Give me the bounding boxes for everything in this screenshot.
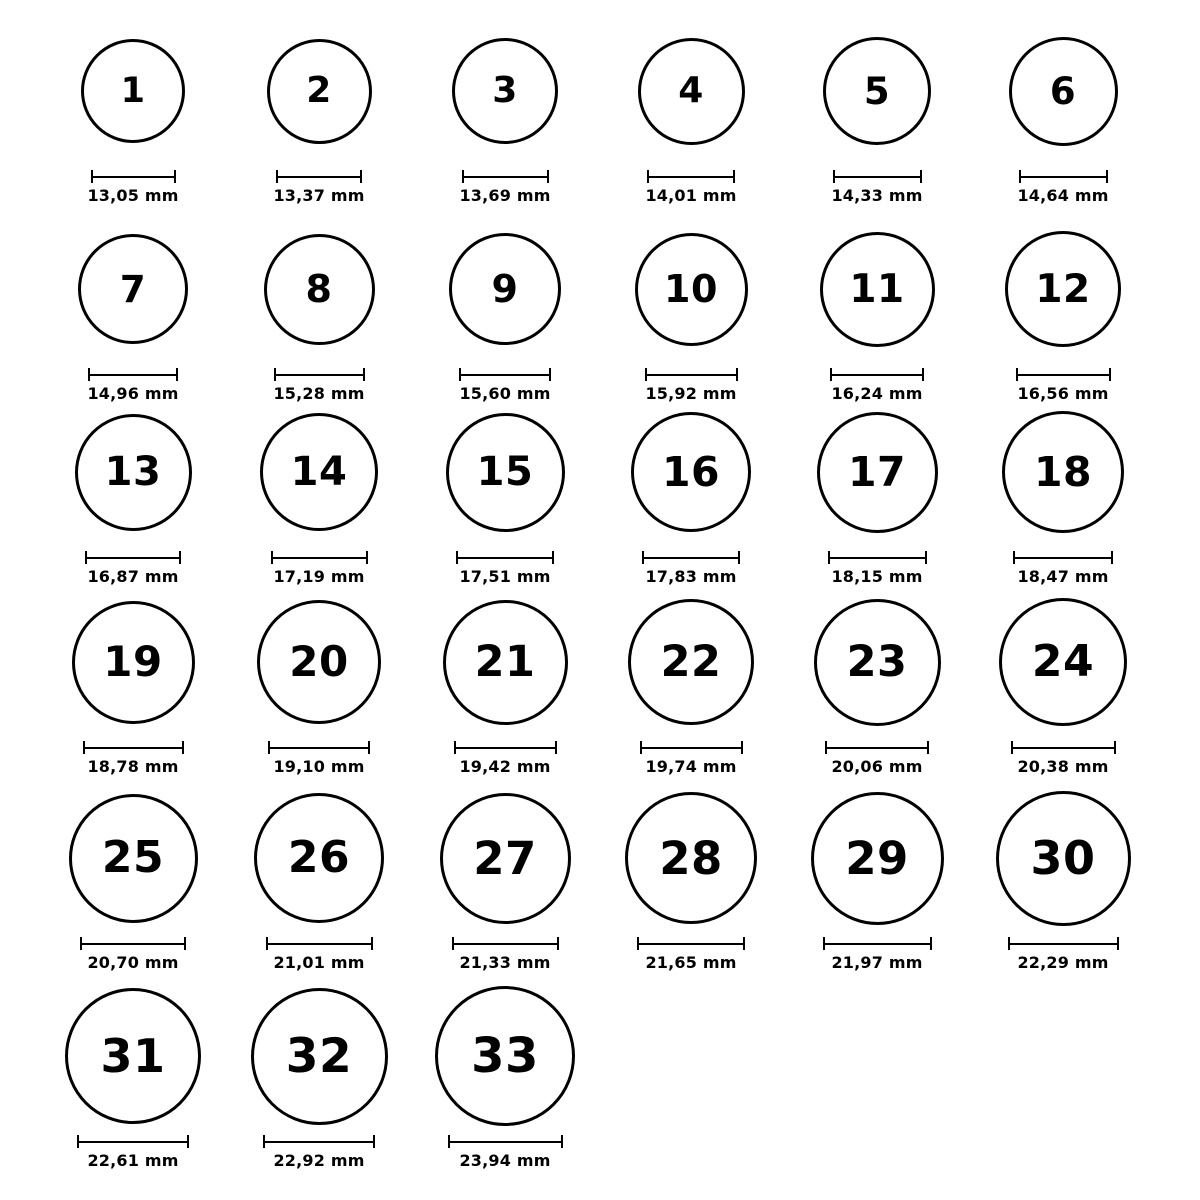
ring-circle [814, 599, 941, 726]
measure-ruler-icon [80, 937, 186, 949]
ring-diameter-measure [273, 368, 364, 403]
ring-size-row [40, 785, 1160, 983]
ring-diameter-measure [271, 551, 368, 586]
ring-circle-wrap [440, 785, 571, 931]
ring-size-number: 25 [101, 832, 165, 883]
ring-diameter-label: 20,06 mm [831, 757, 923, 776]
measure-ruler-icon [640, 741, 743, 753]
ring-diameter-label: 13,05 mm [87, 186, 179, 205]
ring-diameter-label: 21,33 mm [459, 953, 551, 972]
ring-circle-wrap [72, 589, 195, 735]
ring-size-row [40, 216, 1160, 403]
ring-size-cell [970, 785, 1156, 972]
ring-size-cell [40, 216, 226, 403]
ring-size-number: 6 [1049, 69, 1077, 113]
ring-circle-wrap [257, 589, 381, 735]
ring-diameter-label: 15,60 mm [459, 384, 551, 403]
ring-size-number: 29 [845, 831, 909, 885]
ring-circle-wrap [69, 785, 198, 931]
ring-circle-wrap [823, 18, 931, 164]
ring-diameter-measure [452, 937, 559, 972]
ring-diameter-label: 18,47 mm [1017, 567, 1109, 586]
ring-diameter-measure [645, 368, 738, 403]
ring-circle [820, 232, 935, 347]
ring-size-number: 22 [660, 636, 722, 687]
ring-size-row [40, 589, 1160, 785]
ring-size-number: 16 [661, 447, 721, 496]
ring-circle-wrap [443, 589, 568, 735]
ring-size-number: 9 [491, 267, 519, 311]
ring-circle-wrap [65, 983, 201, 1129]
ring-circle-wrap [1002, 399, 1124, 545]
ring-circle-wrap [817, 399, 938, 545]
measure-ruler-icon [263, 1135, 375, 1147]
ring-diameter-label: 17,83 mm [645, 567, 737, 586]
ring-circle [631, 412, 751, 532]
ring-diameter-label: 14,96 mm [87, 384, 179, 403]
ring-circle [435, 986, 575, 1126]
ring-circle-wrap [635, 216, 748, 362]
ring-size-number: 2 [306, 70, 332, 111]
ring-diameter-label: 20,38 mm [1017, 757, 1109, 776]
ring-circle-wrap [820, 216, 935, 362]
ring-circle-wrap [999, 589, 1127, 735]
ring-size-cell [598, 785, 784, 972]
ring-diameter-measure [1008, 937, 1119, 972]
ring-circle [78, 234, 188, 344]
ring-circle [628, 599, 754, 725]
ring-size-number: 20 [289, 637, 349, 686]
ring-size-cell [40, 18, 226, 205]
ring-size-cell [412, 216, 598, 403]
ring-circle-wrap [631, 399, 751, 545]
ring-size-cell [226, 983, 412, 1170]
measure-ruler-icon [85, 551, 181, 563]
ring-size-cell [598, 18, 784, 205]
measure-ruler-icon [77, 1135, 189, 1147]
ring-size-number: 32 [285, 1028, 353, 1084]
ring-diameter-measure [80, 937, 186, 972]
ring-size-cell [970, 589, 1156, 776]
ring-diameter-measure [1016, 368, 1111, 403]
measure-ruler-icon [452, 937, 559, 949]
ring-circle [449, 233, 561, 345]
ring-size-number: 28 [659, 831, 723, 885]
ring-circle [69, 794, 198, 923]
ring-circle [251, 988, 388, 1125]
measure-ruler-icon [88, 368, 178, 380]
ring-circle [81, 39, 185, 143]
ring-size-row [40, 18, 1160, 216]
ring-diameter-measure [268, 741, 370, 776]
ring-circle [452, 38, 558, 144]
ring-size-cell [598, 589, 784, 776]
measure-ruler-icon [642, 551, 740, 563]
ring-size-cell [970, 399, 1156, 586]
ring-diameter-measure [459, 368, 551, 403]
ring-size-cell [598, 399, 784, 586]
ring-diameter-label: 20,70 mm [87, 953, 179, 972]
ring-diameter-label: 14,33 mm [831, 186, 923, 205]
ring-circle-wrap [75, 399, 192, 545]
ring-size-cell [784, 216, 970, 403]
ring-diameter-label: 19,74 mm [645, 757, 737, 776]
ring-diameter-label: 17,51 mm [459, 567, 551, 586]
ring-diameter-label: 19,42 mm [459, 757, 551, 776]
ring-diameter-measure [456, 551, 554, 586]
measure-ruler-icon [459, 368, 551, 380]
ring-diameter-measure [454, 741, 557, 776]
ring-circle-wrap [81, 18, 185, 164]
ring-diameter-measure [1011, 741, 1116, 776]
ring-diameter-label: 19,10 mm [273, 757, 365, 776]
ring-diameter-label: 16,87 mm [87, 567, 179, 586]
ring-circle-wrap [449, 216, 561, 362]
ring-size-number: 13 [104, 449, 162, 495]
ring-circle-wrap [267, 18, 372, 164]
ring-size-cell [412, 785, 598, 972]
ring-size-number: 18 [1033, 447, 1093, 496]
ring-circle-wrap [628, 589, 754, 735]
ring-size-cell [226, 589, 412, 776]
ring-size-number: 27 [473, 831, 537, 885]
ring-circle [75, 414, 192, 531]
measure-ruler-icon [823, 937, 932, 949]
ring-diameter-label: 22,29 mm [1017, 953, 1109, 972]
ring-diameter-measure [825, 741, 929, 776]
ring-circle [443, 600, 568, 725]
ring-circle [817, 412, 938, 533]
measure-ruler-icon [268, 741, 370, 753]
ring-circle [65, 988, 201, 1124]
ring-diameter-label: 22,92 mm [273, 1151, 365, 1170]
ring-size-cell [784, 785, 970, 972]
ring-circle-wrap [260, 399, 378, 545]
ring-circle [1009, 37, 1118, 146]
ring-circle [635, 233, 748, 346]
ring-diameter-label: 15,28 mm [273, 384, 365, 403]
ring-size-cell [40, 399, 226, 586]
ring-size-number: 12 [1035, 266, 1091, 312]
ring-circle [1005, 231, 1121, 347]
ring-diameter-label: 14,01 mm [645, 186, 737, 205]
measure-ruler-icon [645, 368, 738, 380]
measure-ruler-icon [454, 741, 557, 753]
ring-diameter-measure [640, 741, 743, 776]
ring-circle [811, 792, 944, 925]
measure-ruler-icon [833, 170, 922, 182]
ring-size-number: 15 [476, 449, 534, 495]
measure-ruler-icon [647, 170, 735, 182]
ring-size-number: 21 [474, 636, 536, 687]
ring-size-number: 14 [290, 449, 348, 495]
ring-size-number: 7 [119, 267, 147, 311]
ring-diameter-measure [1013, 551, 1113, 586]
ring-diameter-label: 15,92 mm [645, 384, 737, 403]
measure-ruler-icon [462, 170, 549, 182]
ring-diameter-measure [85, 551, 181, 586]
ring-circle [257, 600, 381, 724]
ring-circle-wrap [78, 216, 188, 362]
ring-diameter-label: 21,65 mm [645, 953, 737, 972]
measure-ruler-icon [825, 741, 929, 753]
ring-diameter-label: 22,61 mm [87, 1151, 179, 1170]
ring-circle-wrap [1005, 216, 1121, 362]
ring-size-cell [412, 589, 598, 776]
ring-circle [446, 413, 565, 532]
ring-diameter-measure [642, 551, 740, 586]
measure-ruler-icon [637, 937, 745, 949]
ring-circle [999, 598, 1127, 726]
ring-size-cell [784, 589, 970, 776]
ring-circle [638, 38, 745, 145]
measure-ruler-icon [1016, 368, 1111, 380]
ring-size-number: 11 [849, 266, 905, 312]
ring-circle-wrap [251, 983, 388, 1129]
ring-size-number: 4 [678, 70, 704, 111]
ring-diameter-measure [448, 1135, 563, 1170]
measure-ruler-icon [83, 741, 184, 753]
ring-diameter-measure [87, 170, 178, 205]
ring-diameter-label: 13,37 mm [273, 186, 365, 205]
ring-size-row [40, 983, 1160, 1170]
measure-ruler-icon [271, 551, 368, 563]
ring-circle-wrap [264, 216, 375, 362]
ring-diameter-measure [87, 368, 178, 403]
ring-diameter-label: 16,56 mm [1017, 384, 1109, 403]
ring-size-number: 23 [846, 636, 908, 687]
ring-circle-wrap [254, 785, 384, 931]
measure-ruler-icon [1013, 551, 1113, 563]
measure-ruler-icon [456, 551, 554, 563]
ring-diameter-label: 16,24 mm [831, 384, 923, 403]
ring-diameter-measure [263, 1135, 375, 1170]
ring-circle-wrap [435, 983, 575, 1129]
ring-diameter-measure [828, 551, 927, 586]
ring-circle [996, 791, 1131, 926]
ring-size-number: 10 [664, 267, 718, 311]
measure-ruler-icon [1011, 741, 1116, 753]
ring-size-number: 24 [1031, 636, 1095, 687]
ring-diameter-measure [637, 937, 745, 972]
ring-size-number: 5 [863, 69, 891, 113]
ring-size-number: 19 [103, 637, 163, 686]
ring-size-number: 3 [492, 70, 518, 111]
measure-ruler-icon [448, 1135, 563, 1147]
measure-ruler-icon [1008, 937, 1119, 949]
ring-circle-wrap [1009, 18, 1118, 164]
ring-circle [1002, 411, 1124, 533]
ring-circle-wrap [811, 785, 944, 931]
ring-diameter-label: 18,78 mm [87, 757, 179, 776]
ring-size-cell [784, 399, 970, 586]
ring-size-row [40, 399, 1160, 589]
ring-circle [260, 413, 378, 531]
ring-diameter-label: 17,19 mm [273, 567, 365, 586]
ring-size-cell [40, 589, 226, 776]
ring-circle [72, 601, 195, 724]
ring-circle-wrap [996, 785, 1131, 931]
ring-circle-wrap [452, 18, 558, 164]
ring-circle [625, 792, 757, 924]
ring-size-cell [226, 785, 412, 972]
ring-size-cell [40, 983, 226, 1170]
ring-size-number: 8 [305, 267, 333, 311]
ring-diameter-label: 18,15 mm [831, 567, 923, 586]
ring-circle [823, 37, 931, 145]
ring-size-cell [412, 983, 598, 1170]
ring-size-cell [784, 18, 970, 205]
ring-diameter-measure [1017, 170, 1108, 205]
ring-size-cell [970, 216, 1156, 403]
ring-size-number: 33 [471, 1028, 539, 1084]
measure-ruler-icon [830, 368, 924, 380]
ring-diameter-measure [266, 937, 373, 972]
ring-diameter-measure [830, 368, 924, 403]
measure-ruler-icon [276, 170, 362, 182]
ring-size-cell [226, 18, 412, 205]
measure-ruler-icon [266, 937, 373, 949]
ring-size-number: 31 [100, 1029, 166, 1083]
ring-size-number: 26 [287, 832, 351, 883]
ring-circle-wrap [814, 589, 941, 735]
ring-size-cell [412, 18, 598, 205]
ring-circle-wrap [638, 18, 745, 164]
ring-diameter-measure [831, 170, 922, 205]
ring-diameter-label: 21,97 mm [831, 953, 923, 972]
ring-circle-wrap [625, 785, 757, 931]
ring-diameter-measure [77, 1135, 189, 1170]
measure-ruler-icon [91, 170, 176, 182]
ring-size-cell [970, 18, 1156, 205]
ring-size-number: 30 [1030, 831, 1096, 885]
ring-size-cell [40, 785, 226, 972]
ring-diameter-measure [83, 741, 184, 776]
ring-size-cell [226, 399, 412, 586]
measure-ruler-icon [274, 368, 365, 380]
ring-diameter-measure [459, 170, 550, 205]
ring-size-cell [226, 216, 412, 403]
ring-diameter-label: 13,69 mm [459, 186, 551, 205]
ring-diameter-measure [823, 937, 932, 972]
ring-size-cell [412, 399, 598, 586]
ring-size-cell [598, 216, 784, 403]
ring-circle [254, 793, 384, 923]
ring-diameter-measure [645, 170, 736, 205]
ring-circle [440, 793, 571, 924]
measure-ruler-icon [1019, 170, 1108, 182]
ring-size-number: 17 [847, 447, 907, 496]
ring-circle [264, 234, 375, 345]
ring-diameter-measure [273, 170, 364, 205]
ring-size-number: 1 [120, 70, 146, 111]
ring-diameter-label: 21,01 mm [273, 953, 365, 972]
measure-ruler-icon [828, 551, 927, 563]
ring-circle [267, 39, 372, 144]
ring-diameter-label: 23,94 mm [459, 1151, 551, 1170]
ring-circle-wrap [446, 399, 565, 545]
ring-diameter-label: 14,64 mm [1017, 186, 1109, 205]
